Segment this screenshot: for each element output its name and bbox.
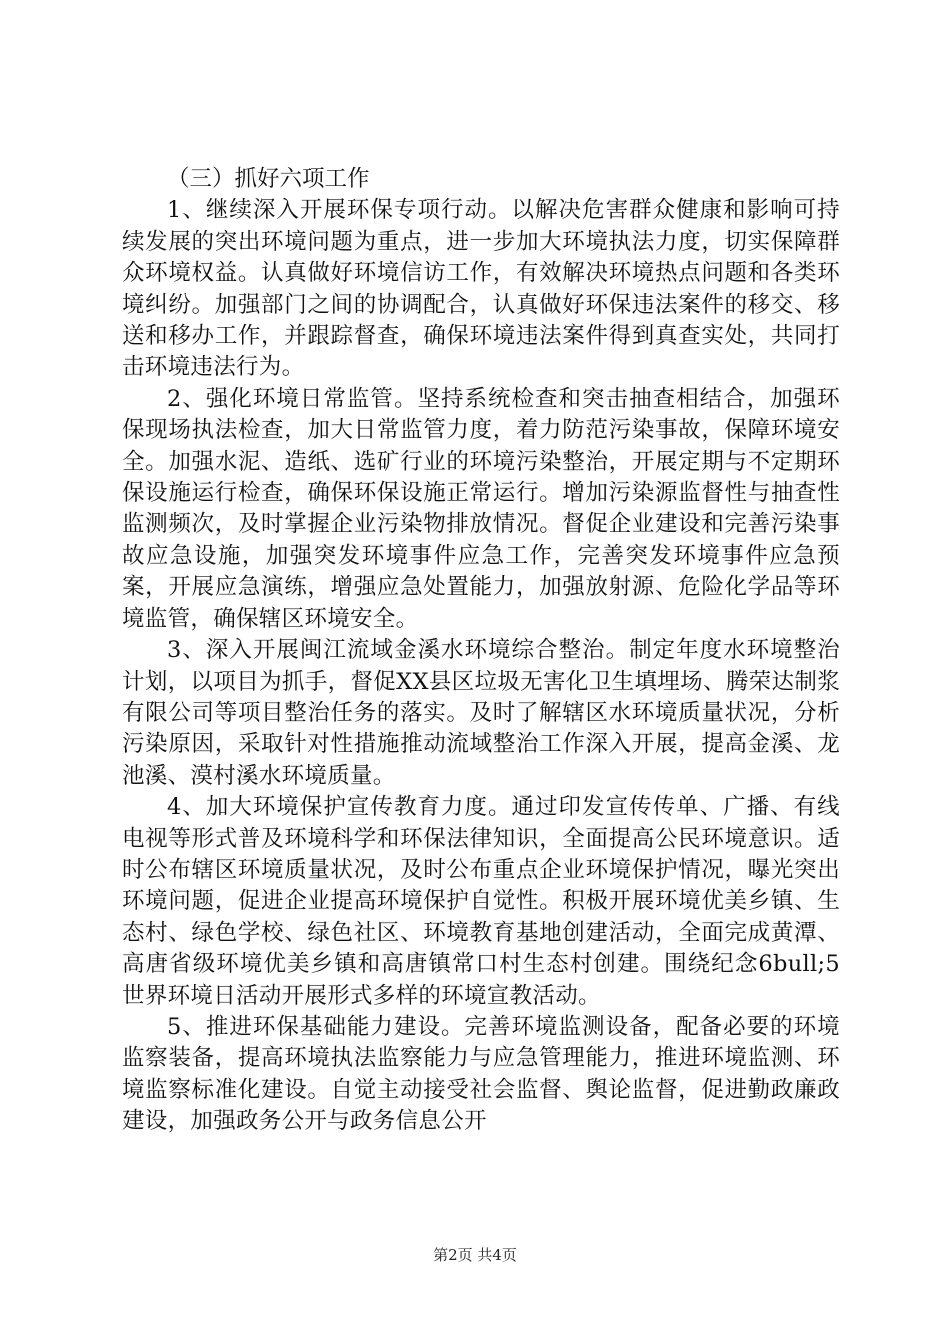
- page-footer: 第2页 共4页: [433, 1246, 517, 1264]
- paragraph-5: 5、推进环保基础能力建设。完善环境监测设备，配备必要的环境监察装备，提高环境执法监察能力与应急管理能力，推进环境监测、环境监察标准化建设。自觉主动接受社会监督、舆论监督，促进勤政廉政建设，加强政务公开与政务信息公开: [122, 1013, 840, 1135]
- document-body: [122, 164, 840, 1138]
- section-heading: （三）抓好六项工作: [167, 166, 370, 192]
- paragraph-2: 2、强化环境日常监管。坚持系统检查和突击抽查相结合，加强环保现场执法检查，加大日常监管力度，着力防范污染事故，保障环境安全。加强水泥、造纸、选矿行业的环境污染整治，开展定期与不定期环保设施运行检查，确保环保设施正常运行。增加污染源监督性与抽查性监测频次，及时掌握企业污染物排放情况。督促企业建设和完善污染事故应急设施，加强突发环境事件应急工作，完善突发环境事件应急预案，开展应急演练，增强应急处置能力，加强放射源、危险化学品等环境监管，确保辖区环境安全。: [122, 385, 840, 632]
- paragraph-1: 1、继续深入开展环保专项行动。以解决危害群众健康和影响可持续发展的突出环境问题为重点，进一步加大环境执法力度，切实保障群众环境权益。认真做好环境信访工作，有效解决环境热点问题和各类环境纠纷。加强部门之间的协调配合，认真做好环保违法案件的移交、移送和移办工作，并跟踪督查，确保环境违法案件得到真查实处，共同打击环境违法行为。: [122, 197, 840, 381]
- paragraph-4: 4、加大环境保护宣传教育力度。通过印发宣传传单、广播、有线电视等形式普及环境科学和环保法律知识，全面提高公民环境意识。适时公布辖区环境质量状况，及时公布重点企业环境保护情况，曝光突出环境问题，促进企业提高环境保护自觉性。积极开展环境优美乡镇、生态村、绿色学校、绿色社区、环境教育基地创建活动，全面完成黄潭、高唐省级环境优美乡镇和高唐镇常口村生态村创建。围绕纪念6bull;5世界环境日活动开展形式多样的环境宣教活动。: [122, 794, 840, 1009]
- paragraph-3: 3、深入开展闽江流域金溪水环境综合整治。制定年度水环境整治计划，以项目为抓手，督促XX县区垃圾无害化卫生填埋场、腾荣达制浆有限公司等项目整治任务的落实。及时了解辖区水环境质量状况，分析污染原因，采取针对性措施推动流域整治工作深入开展，提高金溪、龙池溪、漠村溪水环境质量。: [122, 637, 840, 789]
